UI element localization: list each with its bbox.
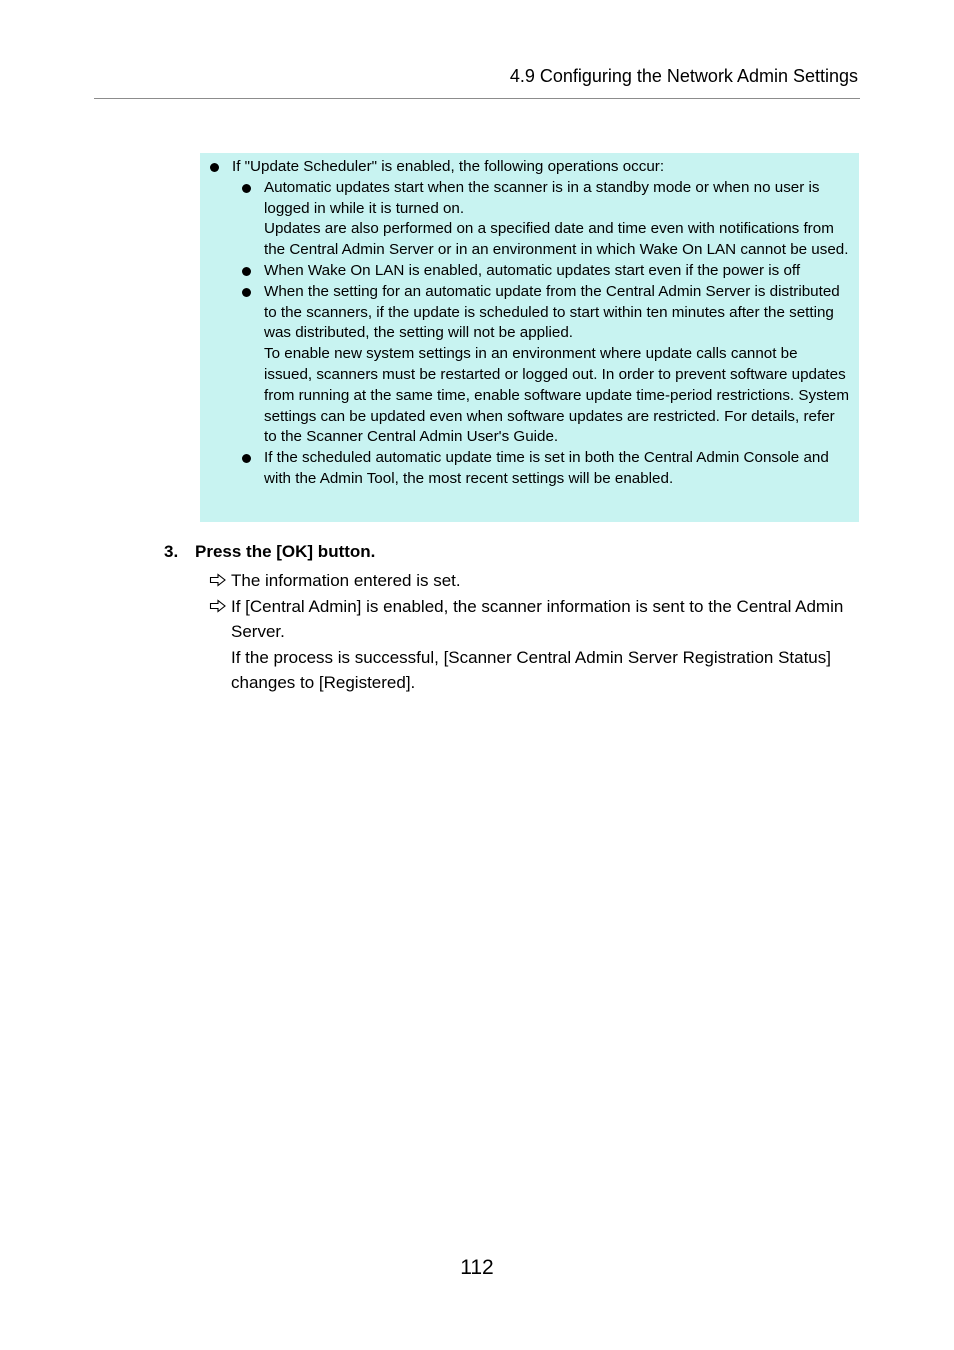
list-item — [209, 178, 849, 261]
bullet-icon — [242, 288, 251, 297]
step-heading — [164, 541, 375, 563]
list-item-text: When the setting for an automatic update from the Central Admin Server is distributed to the scanners, if the update is scheduled to start within ten minutes after the setting was distributed, the setting will not be applied. — [264, 282, 840, 342]
bullet-icon — [210, 163, 219, 172]
result-list — [209, 568, 861, 696]
note-box — [200, 153, 859, 522]
bullet-icon — [242, 454, 251, 463]
result-extra: If the process is successful, [Scanner Central Admin Server Registration Status] changes to [Registered]. — [231, 647, 831, 693]
header-divider — [94, 98, 860, 99]
arrow-right-icon — [209, 599, 227, 613]
list-item-text: When Wake On LAN is enabled, automatic updates start even if the power is off — [264, 261, 801, 279]
list-item — [209, 448, 849, 490]
result-text: If [Central Admin] is enabled, the scanner information is sent to the Central Admin Server. — [231, 596, 844, 642]
note-sub-list — [209, 178, 849, 490]
bullet-icon — [242, 267, 251, 276]
section-title: 4.9 Configuring the Network Admin Settings — [509, 66, 858, 86]
page-number: 112 — [460, 1256, 494, 1279]
step-number: 3. — [164, 542, 179, 561]
arrow-right-icon — [209, 573, 227, 587]
list-item — [209, 282, 849, 448]
list-item-text: Automatic updates start when the scanner is in a standby mode or when no user is logged in while it is turned on. — [264, 178, 820, 217]
list-item-extra: To enable new system settings in an environment where update calls cannot be issued, scanners must be restarted or logged out. In order to prevent software updates from running at the same time, enable software update time-period restrictions. System settings can be updated even when software updates are restricted. For details, refer to the Scanner Central Admin User's Guide. — [264, 345, 849, 446]
result-item — [209, 594, 861, 696]
list-item-text: If the scheduled automatic update time is set in both the Central Admin Console and with the Admin Tool, the most recent settings will be enabled. — [264, 449, 829, 487]
result-text: The information entered is set. — [231, 571, 461, 590]
list-item — [209, 261, 849, 282]
step-text: Press the [OK] button. — [195, 542, 376, 561]
note-item — [209, 157, 849, 178]
bullet-icon — [242, 184, 251, 193]
list-item-extra: Updates are also performed on a specified date and time even with notifications from the Central Admin Server or in an environment in which Wake On LAN cannot be used. — [264, 220, 849, 259]
note-intro: If "Update Scheduler" is enabled, the following operations occur: — [232, 158, 665, 175]
result-item — [209, 568, 861, 594]
